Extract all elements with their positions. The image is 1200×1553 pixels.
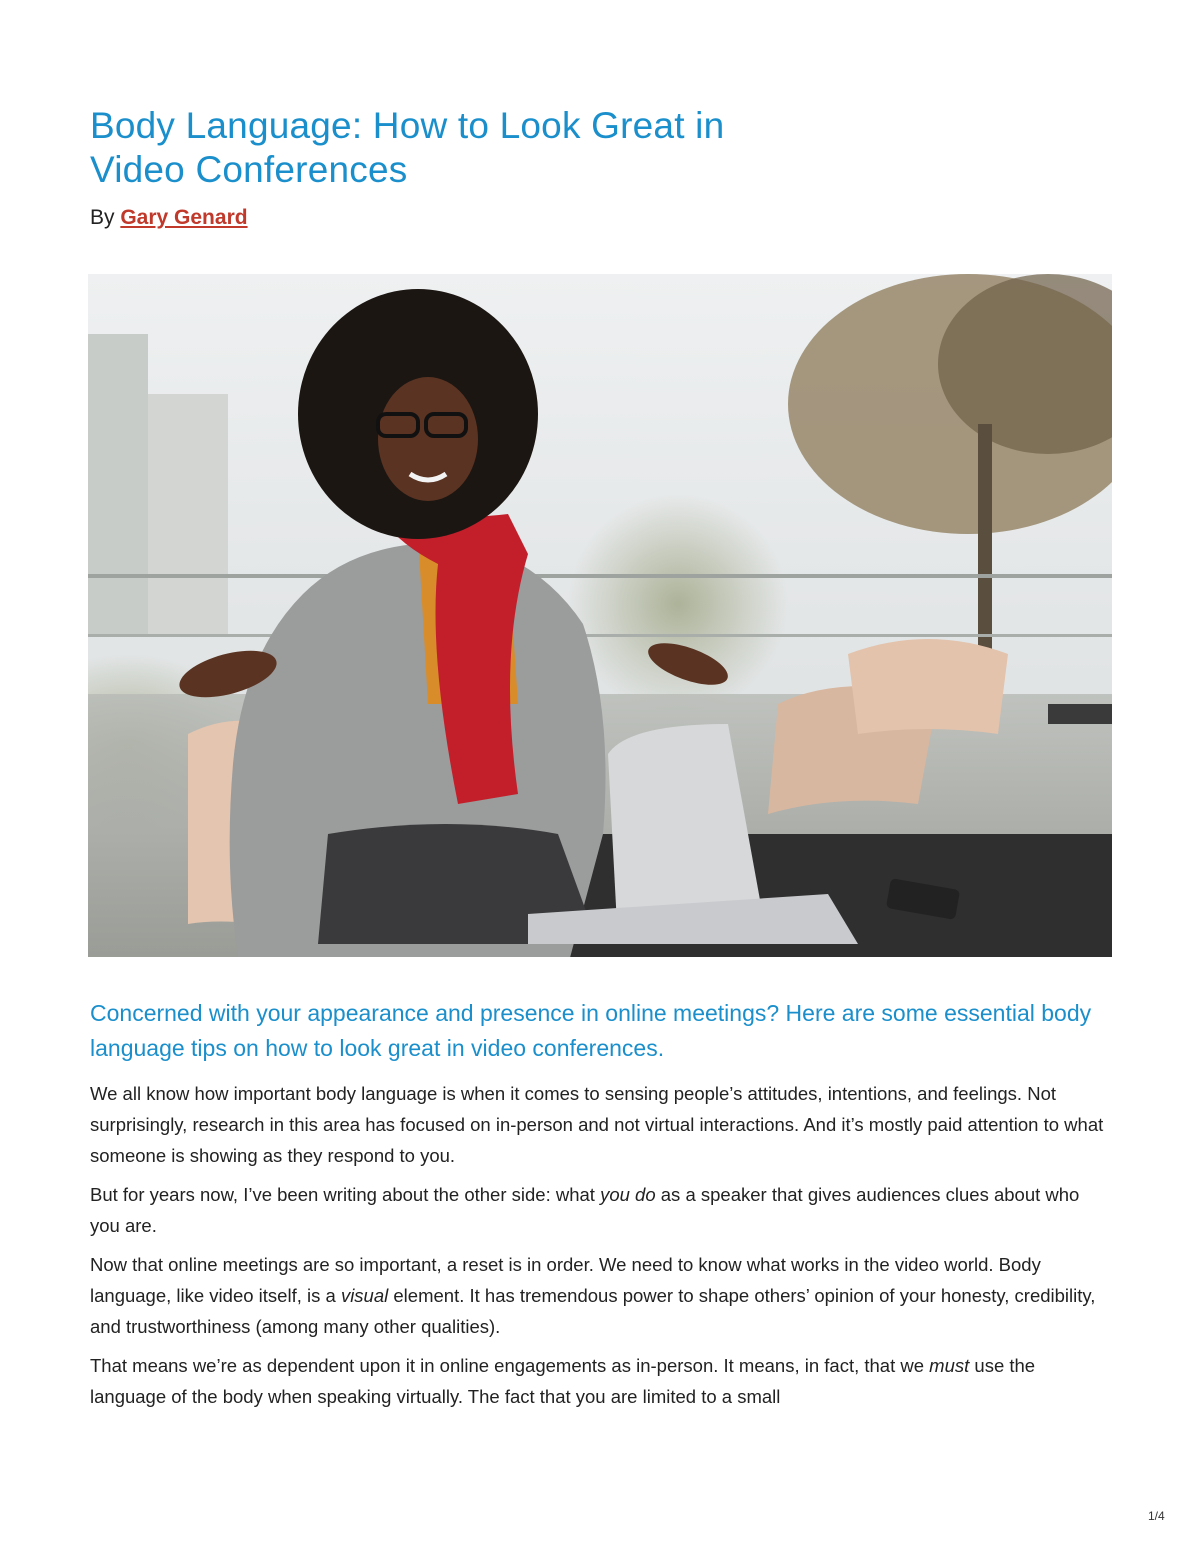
body-paragraph-1: We all know how important body language is when it comes to sensing people’s attitudes, intentions, and feelings. Not surprisingly, research in this area has focused on in-person and not virtual interactions. And it’s mostly paid attention to what someone is showing as they respond to you. <box>90 1083 1104 1166</box>
author-link[interactable]: Gary Genard <box>120 206 248 229</box>
paragraph-4-text-b: use the language of the body when speaking virtually. The fact that you are limited to a small <box>90 1355 1036 1407</box>
paragraph-2-text-b: as a speaker that gives audiences clues about who you are. <box>90 1184 1080 1236</box>
body-paragraph-3 <box>90 1249 1110 1342</box>
article-title-line-1: Body Language: How to Look Great in <box>90 105 725 146</box>
paragraph-4-emphasis: must <box>929 1355 970 1376</box>
byline-prefix: By <box>90 206 121 229</box>
byline <box>90 206 248 230</box>
article-title <box>90 104 890 192</box>
paragraph-3-text-a: Now that online meetings are so important, a reset is in order. We need to know what works in the video world. Body language, like video itself, is a <box>90 1254 1041 1306</box>
paragraph-4-text-a: That means we’re as dependent upon it in online engagements as in-person. It means, in fact, that we <box>90 1355 930 1376</box>
paragraph-2-text-a: But for years now, I’ve been writing about the other side: what <box>90 1184 601 1205</box>
paragraph-3-emphasis: visual <box>340 1285 389 1306</box>
body-paragraph-2 <box>90 1179 1110 1241</box>
hero-photo <box>88 274 1112 957</box>
article-title-line-2: Video Conferences <box>90 149 408 190</box>
article-body <box>90 1078 1110 1420</box>
page-number: 1/4 <box>1148 1509 1165 1523</box>
body-paragraph-4 <box>90 1350 1110 1412</box>
paragraph-3-text-b: element. It has tremendous power to shape others’ opinion of your honesty, credibility, and trustworthiness (among many other qualities). <box>90 1285 1096 1337</box>
paragraph-2-emphasis: you do <box>600 1184 656 1205</box>
article-lede: Concerned with your appearance and presence in online meetings? Here are some essential body language tips on how to look great in video conferences. <box>90 1000 1092 1061</box>
